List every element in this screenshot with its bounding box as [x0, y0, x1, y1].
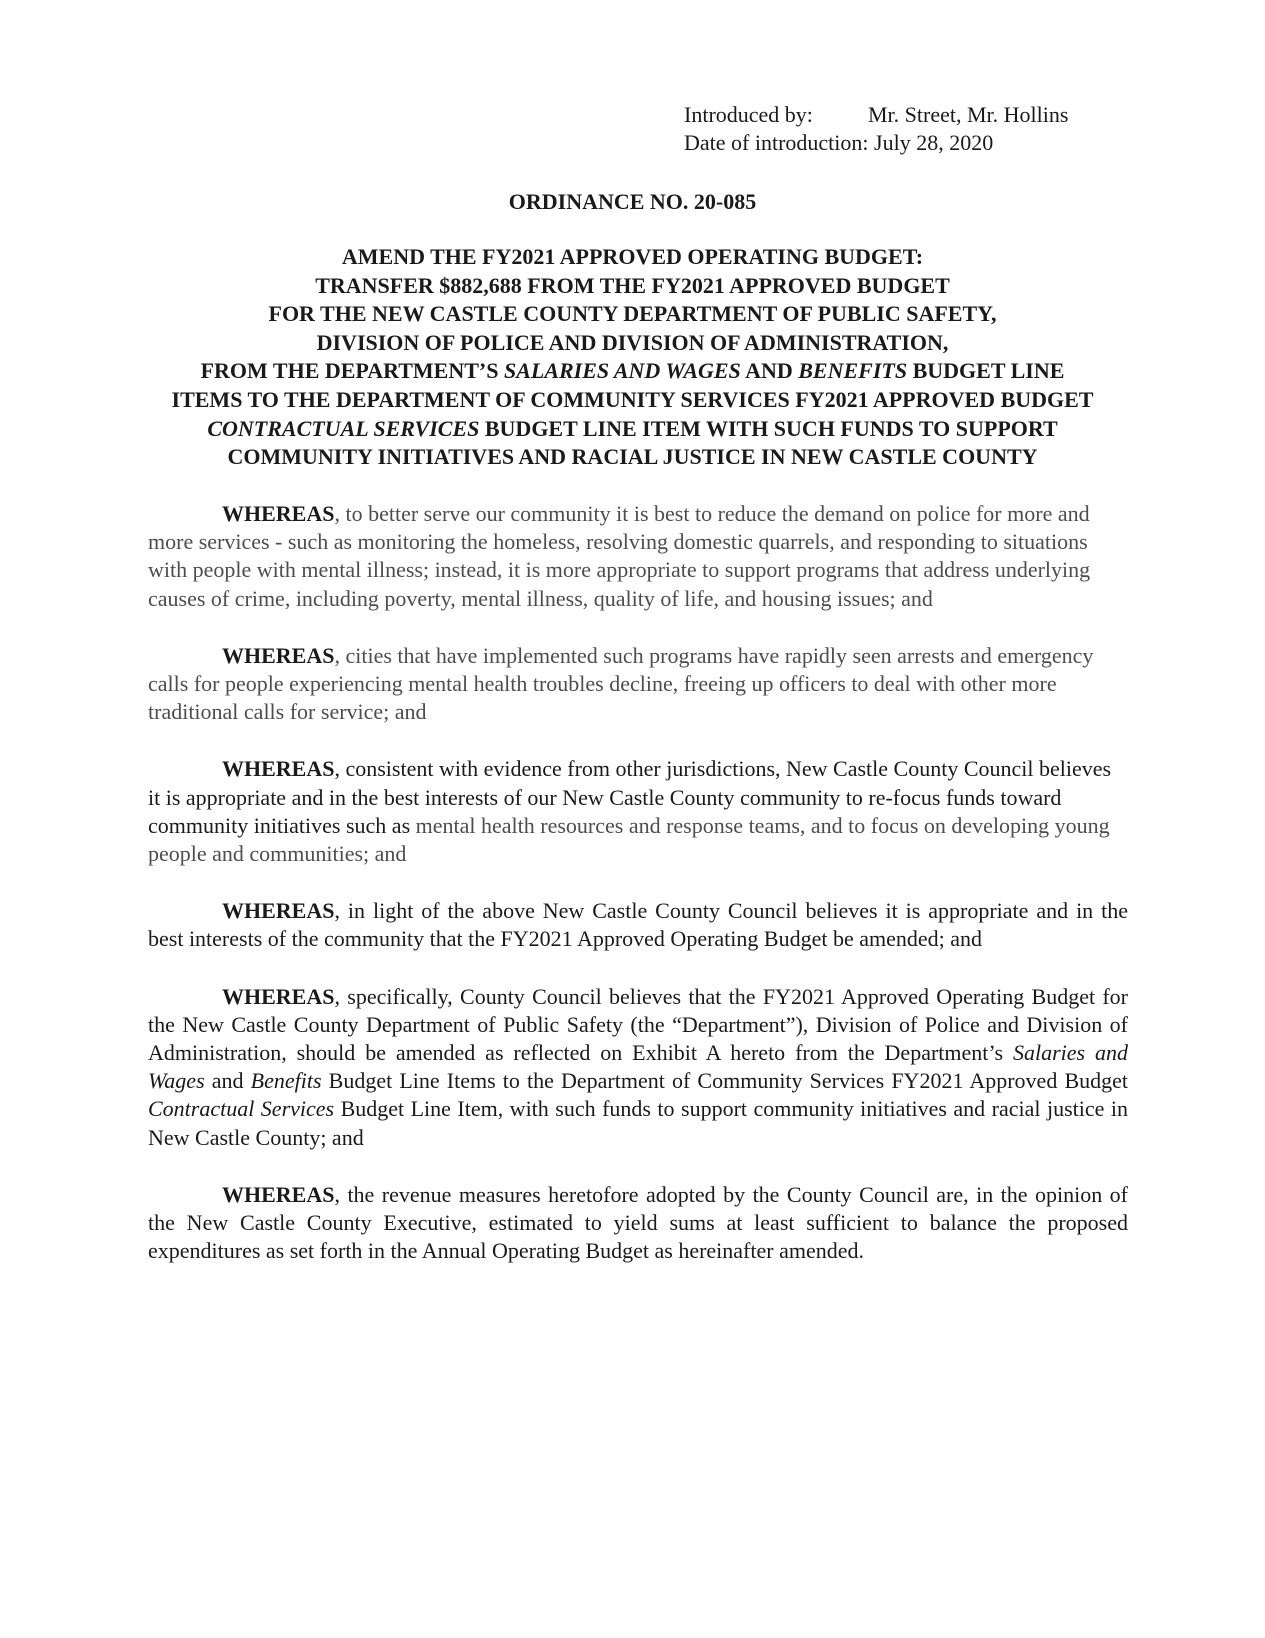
recitals — [148, 500, 1128, 1294]
paragraph-5-part-g: Budget Line Item, with such funds to support community initiatives and racial justice in New Castle County; and — [148, 1096, 1128, 1150]
title-line-6: ITEMS TO THE DEPARTMENT OF COMMUNITY SERVICES FY2021 APPROVED BUDGET — [171, 386, 1094, 412]
title-line-3: FOR THE NEW CASTLE COUNTY DEPARTMENT OF PUBLIC SAFETY, — [268, 301, 997, 327]
whereas-keyword: WHEREAS — [222, 642, 335, 668]
paragraph-2-text: , cities that have implemented such programs have rapidly seen arrests and emergency calls for people experiencing mental health troubles decline, freeing up officers to deal with other more traditional calls for service; and — [148, 642, 1094, 725]
title-line-7 — [60, 415, 1205, 444]
whereas-paragraph-2 — [148, 642, 1128, 727]
ordinance-number: ORDINANCE NO. 20-085 — [508, 189, 757, 214]
whereas-paragraph-5 — [148, 983, 1128, 1152]
paragraph-5-part-c: and — [204, 1068, 251, 1094]
title-line-5-italic-1: SALARIES AND WAGES — [503, 358, 741, 384]
introduced-by-value: Mr. Street, Mr. Hollins — [868, 102, 1069, 127]
date-of-introduction-row — [684, 129, 1068, 157]
paragraph-5-italic-contractual: Contractual Services — [148, 1096, 335, 1122]
title-line-5-part-3: BUDGET LINE — [907, 358, 1065, 384]
paragraph-5-italic-benefits: Benefits — [250, 1068, 322, 1094]
introduced-by-label: Introduced by: — [684, 102, 813, 127]
whereas-paragraph-4 — [148, 897, 1128, 953]
title-line-4: DIVISION OF POLICE AND DIVISION OF ADMINISTRATION, — [316, 329, 949, 355]
date-label: Date of introduction: — [684, 130, 869, 155]
ordinance-title — [60, 243, 1205, 472]
paragraph-3-text: , consistent with evidence from other jurisdictions, New Castle County Council believes it is appropriate and in the best interests of our New Castle County community to re-focus funds toward community initiatives such as — [148, 756, 1112, 838]
whereas-paragraph-3 — [148, 755, 1128, 868]
paragraph-5-part-e: Budget Line Items to the Department of Community Services FY2021 Approved Budget — [321, 1068, 1128, 1094]
paragraph-5-part-a: , specifically, County Council believes that the FY2021 Approved Operating Budget for the New Castle County Department of Public Safety (the “Department”), Division of Police and Division of Administration, should be amended as reflected on Exhibit A hereto from the Department’s — [148, 983, 1128, 1066]
whereas-keyword: WHEREAS — [222, 501, 335, 526]
title-line-7-part: BUDGET LINE ITEM WITH SUCH FUNDS TO SUPPORT — [479, 415, 1058, 441]
whereas-paragraph-1 — [148, 500, 1128, 613]
date-value: July 28, 2020 — [874, 130, 994, 155]
paragraph-6-text: , the revenue measures heretofore adopted by the County Council are, in the opinion of the New Castle County Executive, estimated to yield sums at least sufficient to balance the proposed expenditures as set forth in the Annual Operating Budget as hereinafter amended. — [148, 1181, 1128, 1264]
whereas-keyword: WHEREAS — [222, 756, 335, 782]
introduced-by-row — [684, 101, 1068, 129]
title-line-5-part-2: AND — [740, 358, 799, 384]
title-line-2: TRANSFER $882,688 FROM THE FY2021 APPROVED BUDGET — [315, 272, 950, 298]
introduction-block — [684, 101, 1068, 157]
title-line-8: COMMUNITY INITIATIVES AND RACIAL JUSTICE IN NEW CASTLE COUNTY — [227, 444, 1038, 470]
whereas-keyword: WHEREAS — [222, 1181, 335, 1207]
whereas-paragraph-6 — [148, 1181, 1128, 1266]
title-line-1: AMEND THE FY2021 APPROVED OPERATING BUDGET: — [341, 244, 924, 269]
paragraph-1-text: , to better serve our community it is best to reduce the demand on police for more and more services - such as monitoring the homeless, resolving domestic quarrels, and responding to situations with people with mental illness; instead, it is more appropriate to support programs that address underlying causes of crime, including poverty, mental illness, quality of life, and housing issues; and — [148, 501, 1091, 611]
whereas-keyword: WHEREAS — [222, 983, 335, 1009]
title-line-5 — [60, 357, 1205, 386]
paragraph-3-text-grey: mental health resources and response teams, and to focus on developing young people and communities; and — [148, 812, 1110, 867]
title-line-7-italic: CONTRACTUAL SERVICES — [207, 415, 480, 441]
title-line-5-part-1: FROM THE DEPARTMENT’S — [200, 358, 504, 384]
whereas-keyword: WHEREAS — [222, 898, 335, 924]
title-line-5-italic-2: BENEFITS — [798, 358, 908, 384]
paragraph-4-text: , in light of the above New Castle County Council believes it is appropriate and in the best interests of the community that the FY2021 Approved Operating Budget be amended; and — [148, 898, 1128, 952]
paragraph-5-italic-salaries: Salaries and Wages — [148, 1040, 1128, 1094]
